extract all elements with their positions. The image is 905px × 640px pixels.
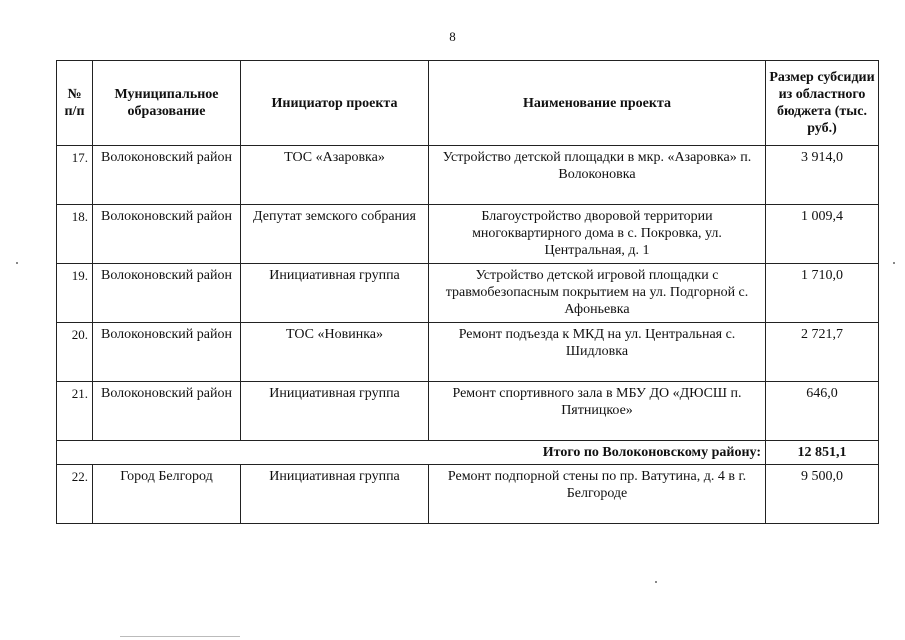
table-row [57,205,879,264]
row-municipality: Волоконовский район [93,382,241,441]
table-header-row [57,61,879,146]
row-amount: 3 914,0 [766,146,879,205]
row-municipality: Волоконовский район [93,205,241,264]
subsidy-table [56,60,879,524]
total-label: Итого по Волоконовскому району: [57,441,766,465]
scan-line [120,636,240,637]
scan-speck [16,262,18,264]
total-amount: 12 851,1 [766,441,879,465]
row-municipality: Город Белгород [93,465,241,524]
row-amount: 646,0 [766,382,879,441]
table-row [57,382,879,441]
row-project: Ремонт подпорной стены по пр. Ватутина, д. 4 в г. Белгороде [429,465,766,524]
row-amount: 1 009,4 [766,205,879,264]
table-row [57,146,879,205]
row-amount: 1 710,0 [766,264,879,323]
scan-speck [893,262,895,264]
scan-speck [655,581,657,583]
row-num: 22. [57,465,93,524]
row-num: 21. [57,382,93,441]
row-municipality: Волоконовский район [93,264,241,323]
table-row [57,264,879,323]
table-row [57,323,879,382]
row-num: 19. [57,264,93,323]
row-initiator: Инициативная группа [241,382,429,441]
header-project: Наименование проекта [429,61,766,146]
header-num: № п/п [57,61,93,146]
row-num: 18. [57,205,93,264]
header-subsidy: Размер субсидии из областного бюджета (тыс. руб.) [766,61,879,146]
row-initiator: Инициативная группа [241,264,429,323]
header-initiator: Инициатор проекта [241,61,429,146]
total-row [57,441,879,465]
row-num: 17. [57,146,93,205]
row-project: Ремонт подъезда к МКД на ул. Центральная с. Шидловка [429,323,766,382]
row-initiator: Инициативная группа [241,465,429,524]
row-municipality: Волоконовский район [93,146,241,205]
row-project: Ремонт спортивного зала в МБУ ДО «ДЮСШ п. Пятницкое» [429,382,766,441]
row-project: Устройство детской игровой площадки с травмобезопасным покрытием на ул. Подгорной с. Афоньевка [429,264,766,323]
row-num: 20. [57,323,93,382]
row-project: Благоустройство дворовой территории многоквартирного дома в с. Покровка, ул. Центральная, д. 1 [429,205,766,264]
table-row [57,465,879,524]
row-project: Устройство детской площадки в мкр. «Азаровка» п. Волоконовка [429,146,766,205]
row-amount: 2 721,7 [766,323,879,382]
page-number: 8 [449,29,456,44]
header-municipality: Муниципальное образование [93,61,241,146]
row-initiator: Депутат земского собрания [241,205,429,264]
row-initiator: ТОС «Азаровка» [241,146,429,205]
row-amount: 9 500,0 [766,465,879,524]
row-municipality: Волоконовский район [93,323,241,382]
row-initiator: ТОС «Новинка» [241,323,429,382]
